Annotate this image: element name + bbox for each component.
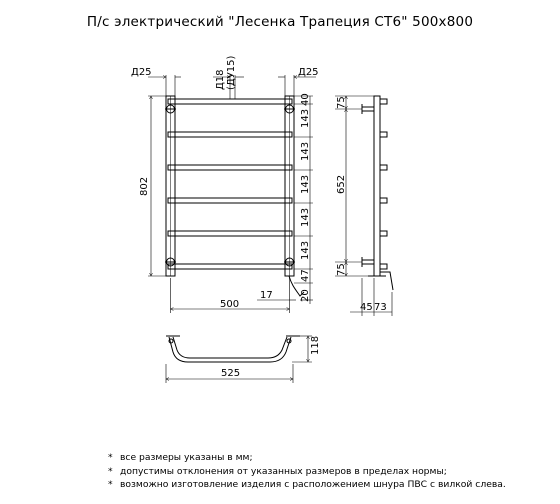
side-view (362, 96, 393, 290)
side-dim-wall-offset: 45 (360, 302, 373, 313)
rungs (168, 99, 292, 269)
dim-height: 802 (139, 176, 150, 196)
front-view (165, 96, 304, 296)
side-cable (380, 272, 393, 290)
note-item: * все размеры указаны в мм; (108, 452, 253, 463)
note-item: * возможно изготовление изделия с расположением шнура ПВС с вилкой слева. (108, 479, 506, 491)
top-view-inner-arc (173, 337, 287, 358)
side-dim-top: 75 (336, 96, 347, 109)
dim-rung-diameter: Д18 (215, 69, 226, 90)
side-view-dimensions (335, 96, 392, 316)
side-dim-bottom: 75 (336, 263, 347, 276)
side-bracket-bottom (362, 257, 374, 267)
dim-connection-size: (ДУ15) (226, 55, 237, 90)
notes-list (108, 451, 506, 492)
chain-dim: 20 (300, 289, 311, 302)
chain-dim: 143 (300, 240, 311, 260)
top-dim-depth: 118 (310, 335, 321, 355)
note-text: возможно изготовление изделия с расположением шнура ПВС с вилкой слева. (120, 479, 506, 491)
note-text: все размеры указаны в мм; (120, 452, 253, 463)
chain-dim: 40 (300, 93, 311, 106)
dim-left-diameter: Д25 (131, 67, 152, 78)
side-collector (374, 96, 380, 276)
front-view-dimensions (148, 75, 316, 313)
side-rung-ends (380, 99, 387, 269)
drawing-title: П/с электрический "Лесенка Трапеция СТ6" 500х800 (86, 14, 474, 30)
note-item: * допустимы отклонения от указанных размеров в пределах нормы; (108, 465, 447, 477)
side-dim-depth: 73 (374, 302, 387, 313)
dim-right-diameter: Д25 (298, 67, 319, 78)
top-view (166, 336, 300, 362)
side-dim-center: 652 (336, 174, 347, 194)
note-text: допустимы отклонения от указанных размеров в пределах нормы; (120, 465, 447, 477)
chain-dim: 143 (300, 141, 311, 161)
right-dimension-chain (300, 93, 311, 302)
chain-dim: 143 (300, 207, 311, 227)
top-dim-width: 525 (221, 368, 241, 379)
chain-dim: 143 (300, 174, 311, 194)
side-bracket-top (362, 104, 374, 114)
dim-width: 500 (220, 299, 240, 310)
chain-dim: 47 (300, 269, 311, 282)
dim-cable-offset: 17 (260, 290, 273, 301)
chain-dim: 143 (300, 108, 311, 128)
